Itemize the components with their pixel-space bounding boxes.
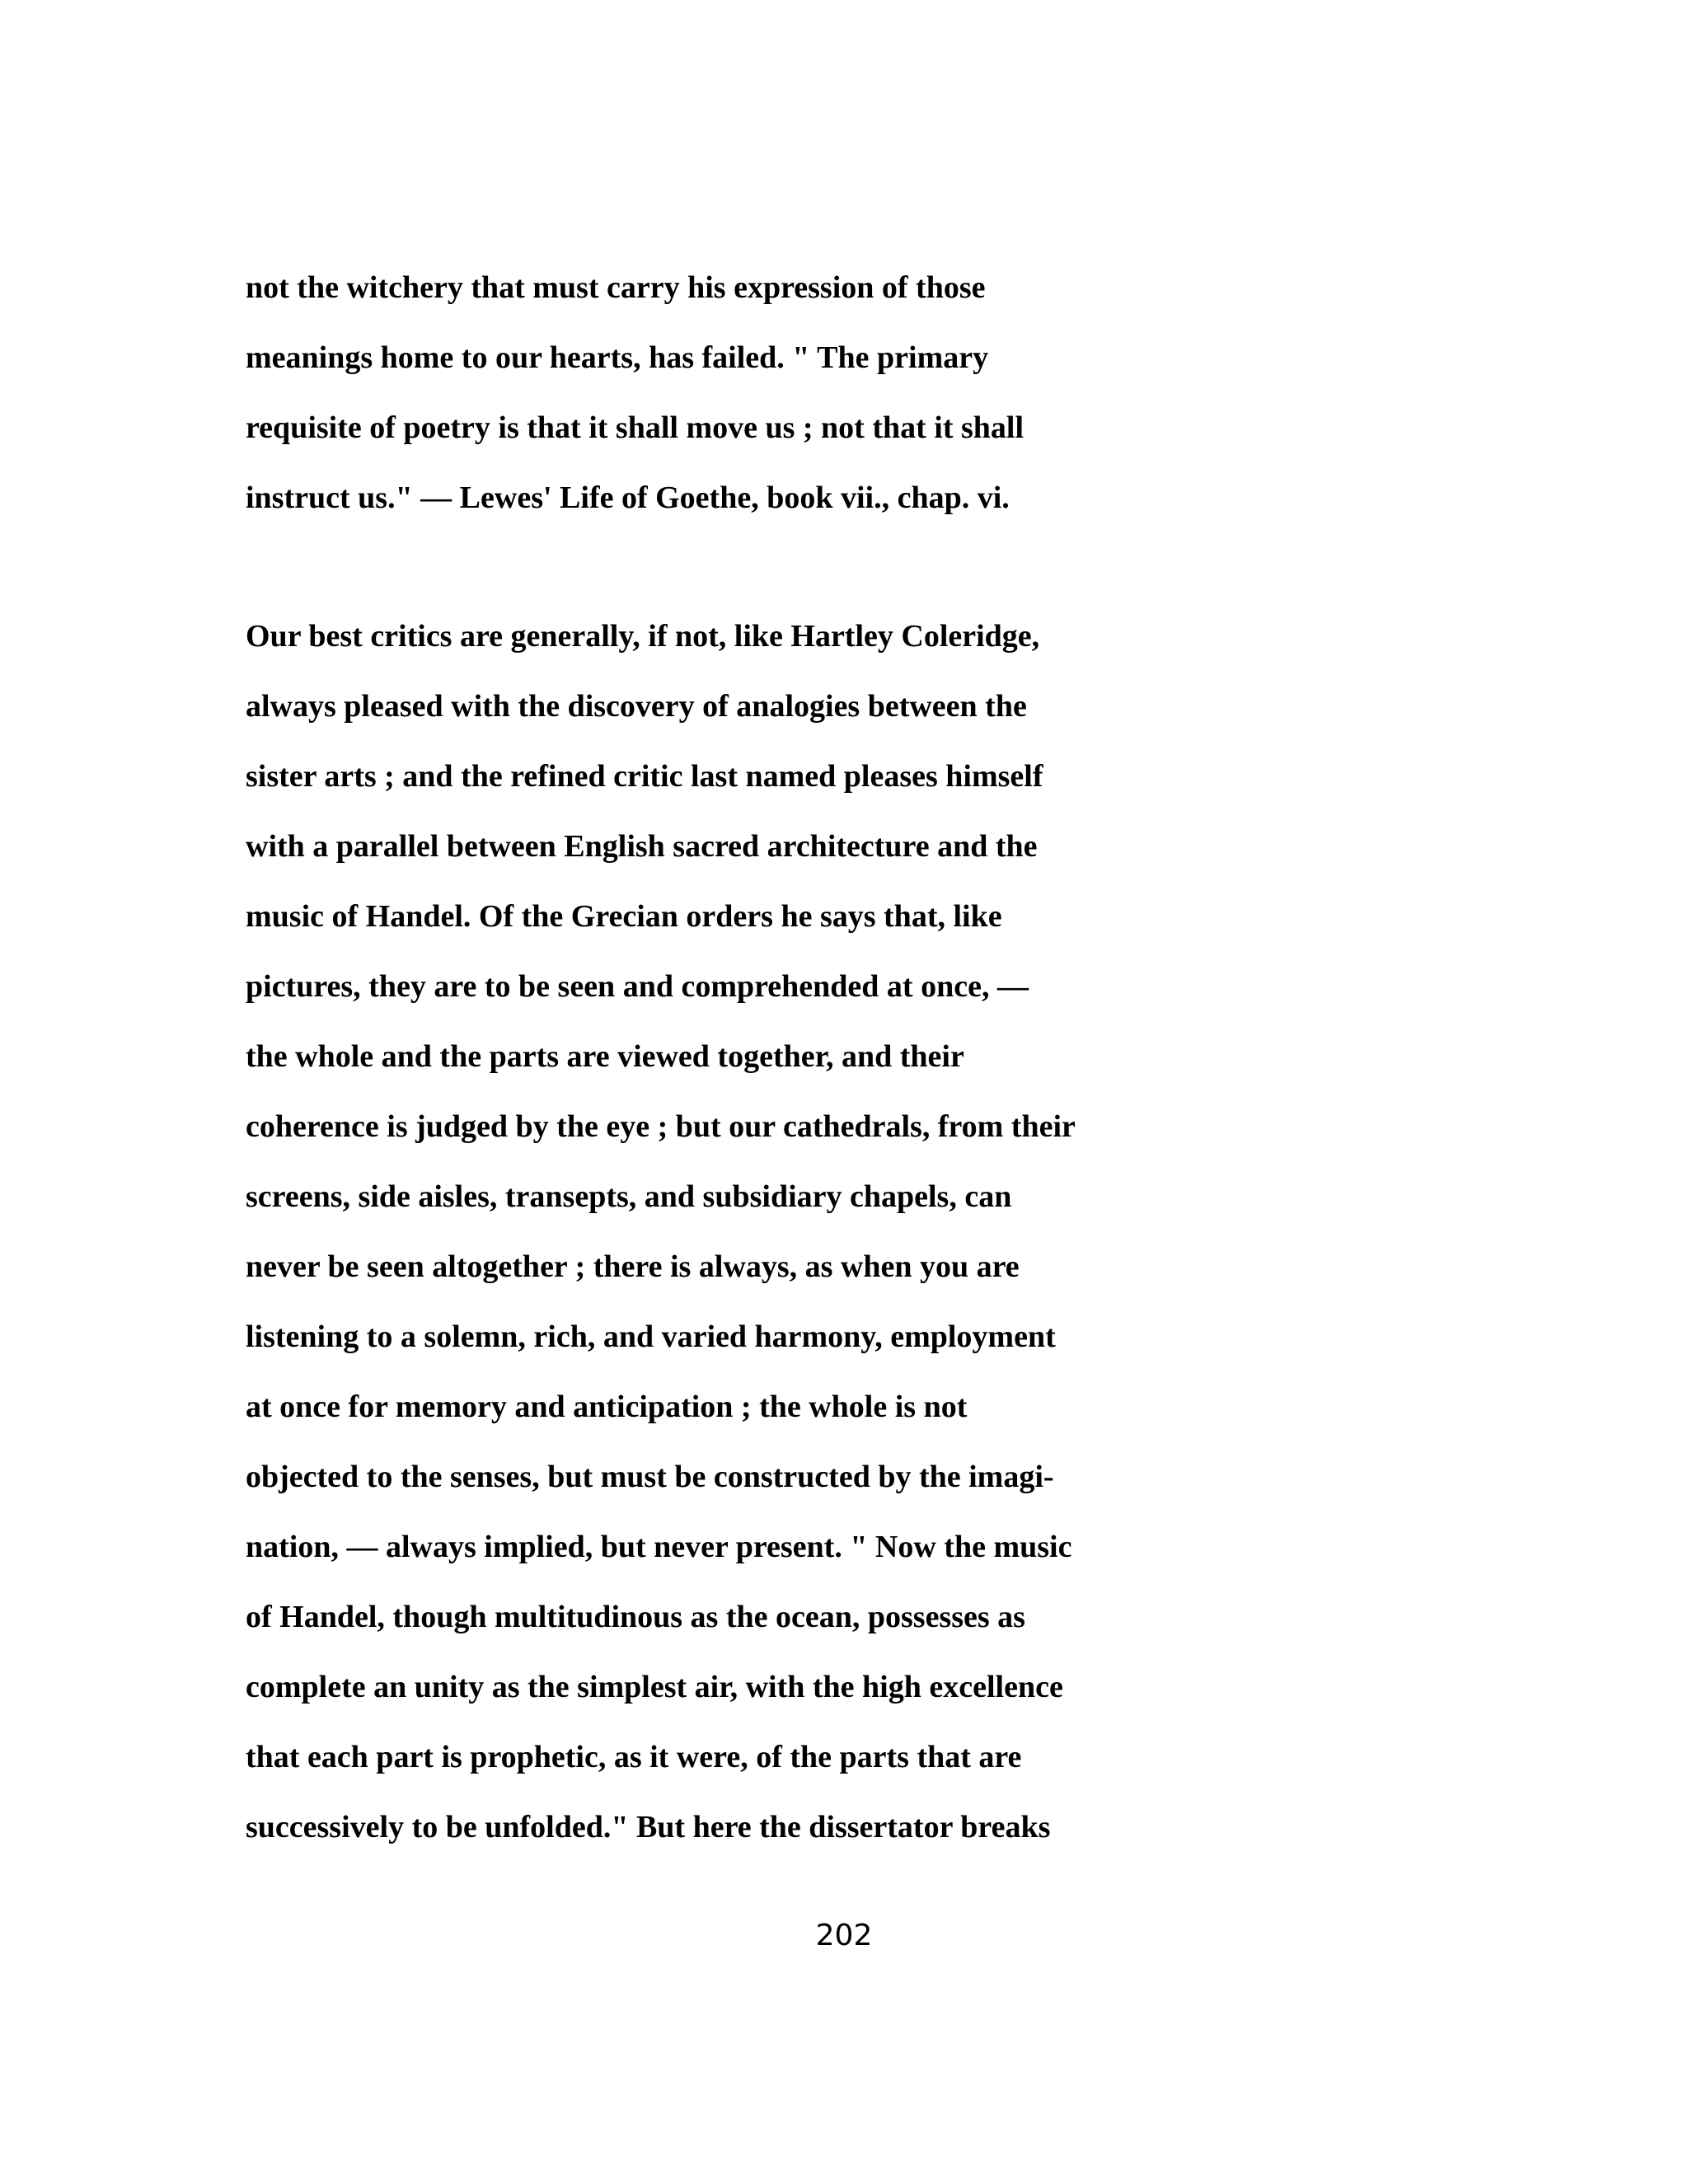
text-line: listening to a solemn, rich, and varied harmony, employment	[246, 1319, 1056, 1354]
text-line: with a parallel between English sacred architecture and the	[246, 829, 1038, 864]
paragraph-1	[246, 265, 1449, 546]
text-line: objected to the senses, but must be constructed by the imagi-	[246, 1460, 1054, 1494]
page-number: 202	[815, 1919, 873, 1952]
text-line: the whole and the parts are viewed together, and their	[246, 1039, 964, 1074]
text-line: not the witchery that must carry his expression of those	[246, 270, 986, 305]
text-line: that each part is prophetic, as it were, of the parts that are	[246, 1740, 1022, 1774]
text-line: always pleased with the discovery of analogies between the	[246, 689, 1027, 724]
text-line: sister arts ; and the refined critic last named pleases himself	[246, 759, 1043, 794]
text-line: instruct us." — Lewes' Life of Goethe, book vii., chap. vi.	[246, 480, 1010, 515]
text-line: never be seen altogether ; there is always, as when you are	[246, 1249, 1020, 1284]
text-line: music of Handel. Of the Grecian orders he says that, like	[246, 899, 1002, 934]
text-line: complete an unity as the simplest air, with the high excellence	[246, 1670, 1063, 1704]
text-line: requisite of poetry is that it shall move us ; not that it shall	[246, 410, 1025, 445]
text-line: at once for memory and anticipation ; the whole is not	[246, 1390, 968, 1424]
paragraph-2	[246, 614, 1449, 1875]
text-line: successively to be unfolded." But here the dissertator breaks	[246, 1810, 1051, 1844]
text-line: screens, side aisles, transepts, and subsidiary chapels, can	[246, 1179, 1012, 1214]
text-line: of Handel, though multitudinous as the ocean, possesses as	[246, 1600, 1025, 1634]
text-line: coherence is judged by the eye ; but our cathedrals, from their	[246, 1109, 1076, 1144]
text-line: pictures, they are to be seen and comprehended at once, —	[246, 969, 1029, 1004]
text-line: Our best critics are generally, if not, like Hartley Coleridge,	[246, 619, 1040, 654]
text-line: meanings home to our hearts, has failed. " The primary	[246, 340, 989, 375]
text-line: nation, — always implied, but never present. " Now the music	[246, 1530, 1072, 1564]
